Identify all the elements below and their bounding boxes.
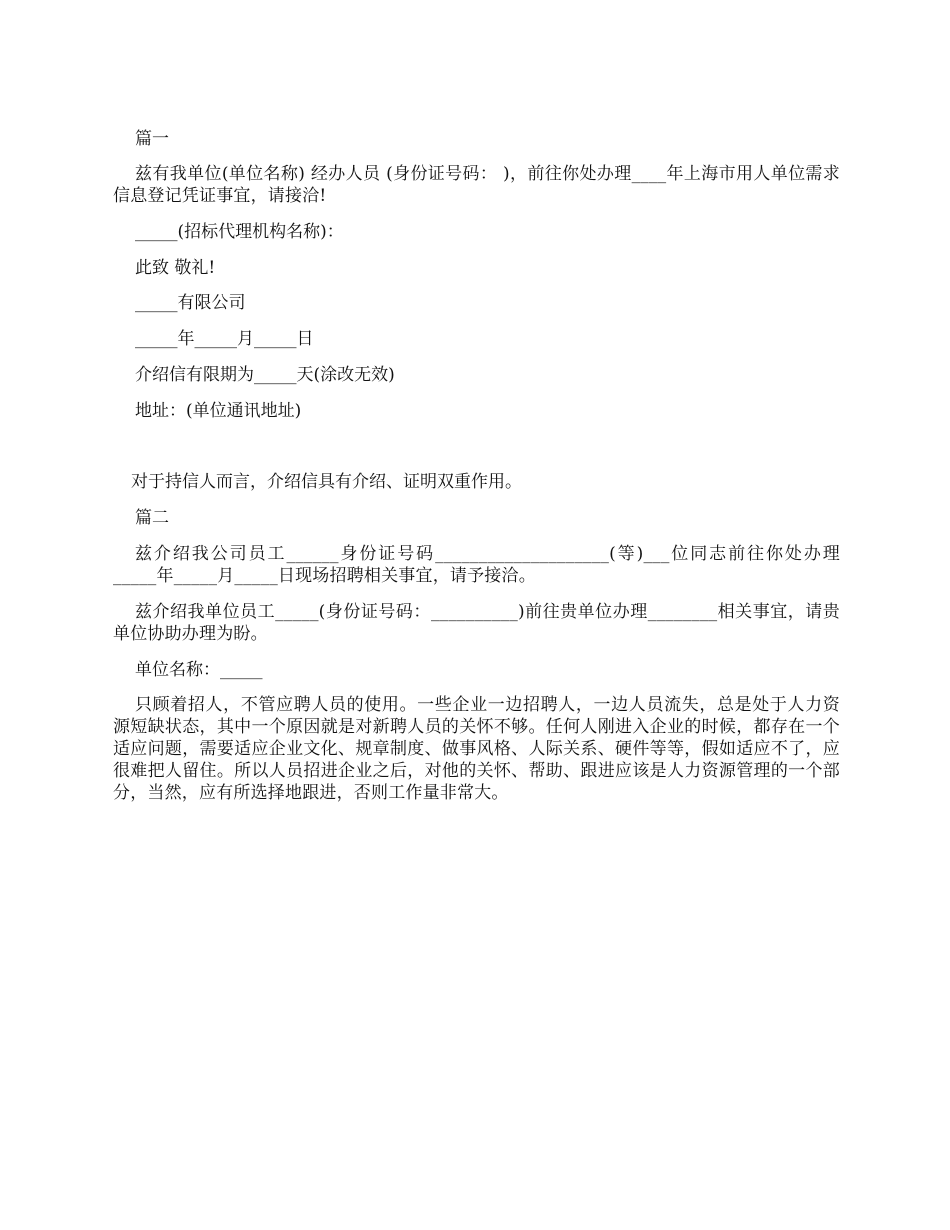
salutation-line: 此致 敬礼!: [135, 258, 216, 278]
section1-intro-paragraph: 兹有我单位(单位名称) 经办人员 (身份证号码： )，前往你处办理____年上海市用人单位需求信息登记凭证事宜，请接洽!: [113, 164, 840, 206]
section2-paragraph-3: 只顾着招人，不管应聘人员的使用。一些企业一边招聘人，一边人员流失，总是处于人力资源短缺状态，其中一个原因就是对新聘人员的关怀不够。任何人刚进入企业的时候，都存在一个适应问题，需要适应企业文化、规章制度、做事风格、人际关系、硬件等等，假如适应不了，应很难把人留住。所以人员招进企业之后，对他的关怀、帮助、跟进应该是人力资源管理的一个部分，当然，应有所选择地跟进，否则工作量非常大。: [113, 695, 840, 803]
agency-name-line: _____(招标代理机构名称)：: [135, 222, 344, 242]
unit-name-line: 单位名称：_____: [135, 660, 263, 680]
section2-paragraph-1: 兹介绍我公司员工______身份证号码____________________(等)___位同志前往你处办理_____年_____月_____日现场招聘相关事宜，请予接洽。: [113, 544, 840, 586]
section1-heading: 篇一: [135, 129, 169, 149]
company-name-line: _____有限公司: [135, 293, 246, 313]
date-line: _____年_____月_____日: [135, 329, 314, 349]
section2-paragraph-2: 兹介绍我单位员工_____(身份证号码：__________)前往贵单位办理________相关事宜，请贵单位协助办理为盼。: [113, 602, 840, 644]
section2-heading: 篇二: [135, 508, 169, 528]
address-line: 地址：(单位通讯地址): [135, 401, 302, 421]
validity-line: 介绍信有限期为_____天(涂改无效): [135, 365, 395, 385]
note-line: 对于持信人而言，介绍信具有介绍、证明双重作用。: [131, 472, 522, 492]
